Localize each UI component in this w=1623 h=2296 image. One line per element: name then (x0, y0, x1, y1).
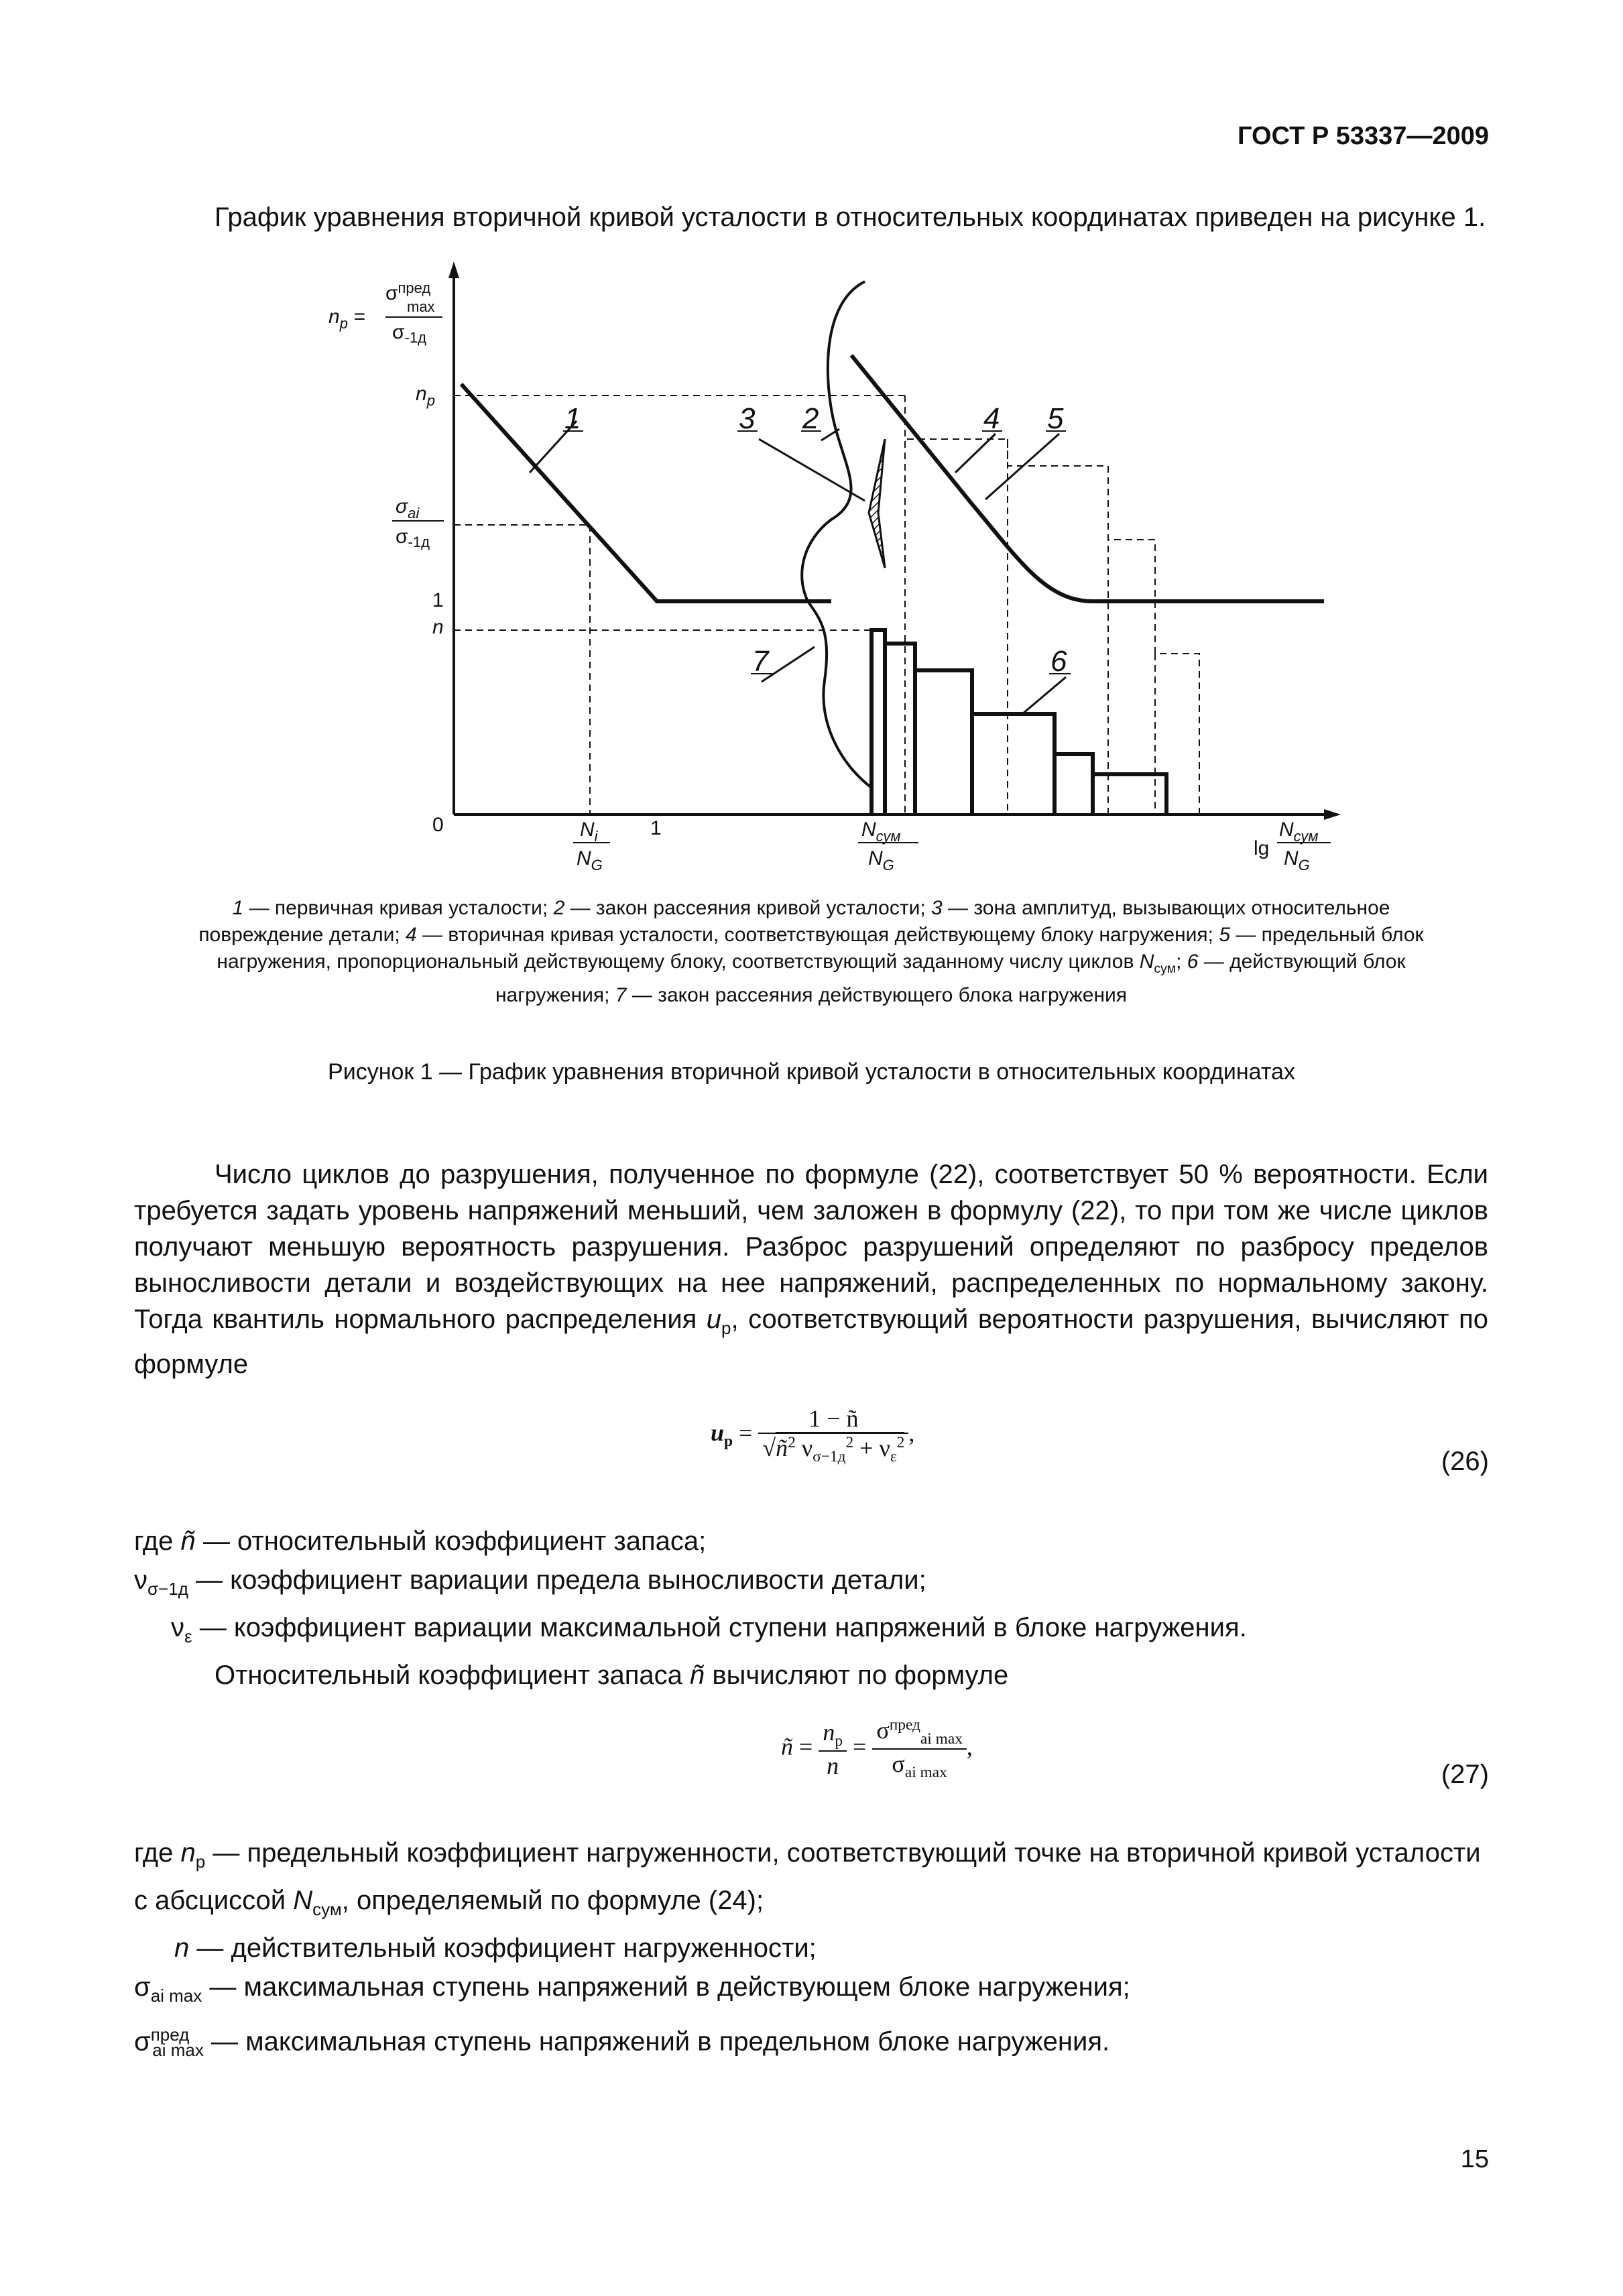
callout-6: 6 (1050, 645, 1067, 678)
active-load-block (871, 630, 1166, 814)
svg-text:σ-1д: $\sigma_{-1д}$ (396, 526, 430, 550)
svg-text:σпред: $\sigma^{пред}$ (385, 280, 431, 304)
origin-label: 0 (432, 814, 444, 836)
svg-text:σai: $\sigma_{ai}$ (396, 495, 420, 522)
tick-one: 1 (432, 589, 444, 611)
svg-text:NG: $N_G$ (1284, 847, 1310, 873)
svg-text:lg: lg (1254, 837, 1270, 859)
svg-text:σ-1д: $\sigma_{-1д}$ (392, 321, 426, 346)
callout-5: 5 (1047, 402, 1064, 435)
scatter-law-curve (802, 282, 871, 788)
x-tick-one: 1 (650, 817, 662, 839)
page-number: 15 (1460, 2145, 1489, 2173)
svg-text:Ni: $N_i$ (580, 819, 598, 845)
intro-text: График уравнения вторичной кривой усталости в относительных координатах приведен на рисунке 1. (215, 202, 1486, 232)
callout-2: 2 (802, 402, 819, 435)
document-header: ГОСТ Р 53337—2009 (1238, 122, 1489, 150)
equation-27-number: (27) (1441, 1760, 1489, 1789)
callout-leader-5 (985, 434, 1059, 499)
equation-26: $u_p$ = $\frac{1 - ñ}{√ñ^2 \nu_{\sigma-1д}^2 + \nu_\varepsilon^2}$ , (711, 1405, 915, 1466)
damage-zone-hatch (869, 439, 885, 568)
figure-caption: Рисунок 1 — График уравнения вторичной кривой усталости в относительных координатах (328, 1059, 1295, 1085)
callout-4: 4 (983, 402, 1000, 435)
body-paragraph: Число циклов до разрушения, полученное по формуле (22), соответствует 50 % вероятности. Если требуется задать уровень напряжений меньший, чем заложен в формулу (22), то при том же числе циклов получают меньшую вероятность разрушения. Разброс разрушений определяют по разбросу пределов выносливости детали и воздействующих на нее напряжений, распределенных по нормальному закону. Тогда квантиль нормального распределения $u_р$, соответствующий вероятности разрушения, вычисляют по формуле (134, 1160, 1489, 1379)
y-label-lhs: n (328, 306, 340, 328)
callout-3: 3 (739, 402, 756, 435)
equation-26-number: (26) (1441, 1447, 1489, 1476)
x-axis-arrow (1324, 809, 1341, 820)
svg-text:nр =: $n_р$ = (328, 306, 365, 332)
definitions-26: где ñ — относительный коэффициент запаса; $\nu_{\sigma-1д}$ — коэффициент вариации предела выносливости детали; $\nu_\varepsilon$ — коэффициент вариации максимальной ступени напряжений в блоке нагружения. Относительный коэффициент запаса ñ вычисляют по формуле (134, 1526, 1247, 1690)
svg-text:np: $n_p$ (416, 383, 435, 409)
svg-text:Nсум: $N_{сум}$ (1279, 819, 1319, 845)
definitions-27: где $n_р$ — предельный коэффициент нагруженности, соответствующий точке на вторичной кривой усталости с абсциссой $N_{сум}$, определяемый по формуле (24); n — действительный коэффициент нагруженности; $\sigma_{ai max}$ — максимальная ступень напряжений в действующем блоке нагружения; $\sigma^{пред}_{ai max}$ — максимальная ступень напряжений в предельном блоке нагружения. (134, 1838, 1481, 2061)
secondary-fatigue-curve (851, 355, 1324, 601)
dashed-guides (454, 396, 1199, 814)
svg-text:Nсум: $N_{сум}$ (861, 819, 901, 845)
equation-27: ñ = $\frac{n_р}{n}$ = $\frac{\sigma^{пред}_{ai max}}{\sigma_{ai max}}$ , (781, 1716, 973, 1782)
callout-leader-6 (1022, 677, 1066, 714)
callout-7: 7 (752, 645, 769, 678)
tick-np: n (416, 383, 427, 405)
tick-n: n (432, 616, 444, 638)
callout-leader-7 (762, 647, 815, 682)
svg-text:NG: $N_G$ (577, 847, 603, 873)
callout-1: 1 (564, 402, 581, 435)
y-axis-arrow (448, 261, 459, 278)
figure-legend: 1 — первичная кривая усталости; 2 — закон рассеяния кривой усталости; 3 — зона амплитуд, вызывающих относительное повреждение детали; 4 — вторичная кривая усталости, соответствующая действующему блоку нагружения; 5 — предельный блок нагружения, пропорциональный действующему блоку, соответствующий заданному числу циклов $N_{сум}$; 6 — действующий блок нагружения; 7 — закон рассеяния действующего блока нагружения (198, 897, 1424, 1006)
primary-fatigue-curve (461, 384, 831, 601)
svg-text:NG: $N_G$ (868, 847, 894, 873)
fatigue-curve-figure (295, 258, 1368, 902)
svg-text:max: max (407, 298, 435, 315)
